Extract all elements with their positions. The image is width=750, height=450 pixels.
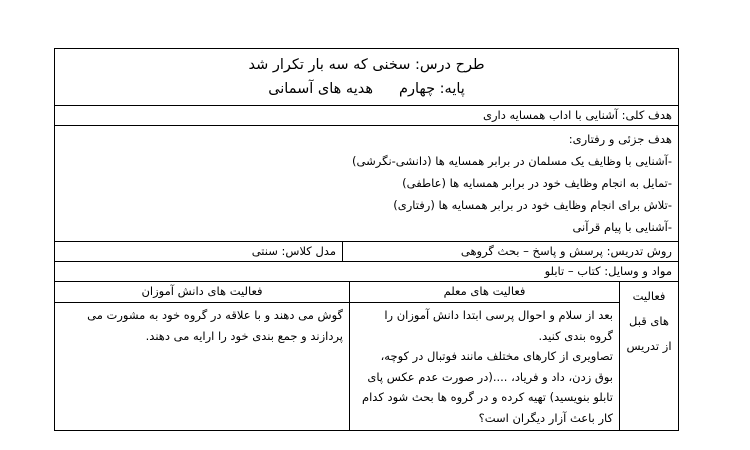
student-activities-header: فعالیت های دانش آموزان xyxy=(55,282,349,303)
student-line: پردازند و جمع بندی خود را ارایه می دهند. xyxy=(145,328,343,343)
grade-label: پایه: چهارم xyxy=(399,81,465,97)
objective-item: -تمایل به انجام وظایف خود در برابر همسایه ها (عاطفی) xyxy=(402,176,672,190)
general-goal: هدف کلی: آشنایی با اداب همسایه داری xyxy=(55,106,678,126)
teacher-activities-header: فعالیت های معلم xyxy=(350,282,619,303)
objective-item: -تلاش برای انجام وظایف خود در برابر همسایه ها (رفتاری) xyxy=(393,198,672,212)
title-block xyxy=(55,49,678,106)
lesson-title: طرح درس: سخنی که سه بار تکرار شد xyxy=(248,57,485,73)
lesson-plan-table xyxy=(54,48,679,431)
objective-item: -آشنایی با وظایف یک مسلمان در برابر همسایه ها (دانشی-نگرشی) xyxy=(352,154,672,168)
teacher-line: بوق زدن، داد و فریاد، ....(در صورت عدم عکس پای xyxy=(367,369,613,384)
objective-item: -آشنایی با پیام قرآنی xyxy=(572,220,672,234)
subject-label: هدیه های آسمانی xyxy=(268,81,373,97)
teacher-line: بعد از سلام و احوال پرسی ابتدا دانش آموزان را xyxy=(384,308,613,322)
student-activities-column xyxy=(55,282,349,430)
grade-subject-line xyxy=(55,77,678,103)
teacher-line: تابلو بنویسید) تهیه کرده و در گروه ها بحث شود کدام xyxy=(361,390,613,404)
pre-teaching-activity-label: فعالیت های قبل از تدریس xyxy=(619,282,678,430)
materials: مواد و وسایل: کتاب – تابلو xyxy=(55,262,678,282)
student-activities-text xyxy=(55,303,349,348)
objectives-heading: هدف جزئی و رفتاری: xyxy=(568,132,672,146)
teacher-line: گروه بندی کنید. xyxy=(538,328,613,343)
teaching-method: روش تدریس: پرسش و پاسخ – بحث گروهی xyxy=(460,244,672,258)
objectives-section xyxy=(55,126,678,242)
class-model: مدل کلاس: سنتی xyxy=(55,242,343,261)
teacher-line: تصاویری از کارهای مختلف مانند فوتبال در کوچه، xyxy=(380,349,613,363)
student-line: گوش می دهند و با علاقه در گروه خود به مشورت می xyxy=(87,308,343,322)
activities-grid xyxy=(55,282,678,430)
teacher-activities-column xyxy=(349,282,619,430)
method-row xyxy=(55,242,678,262)
teacher-activities-text xyxy=(350,303,619,430)
teacher-line: کار باعث آزار دیگران است؟ xyxy=(478,410,613,425)
